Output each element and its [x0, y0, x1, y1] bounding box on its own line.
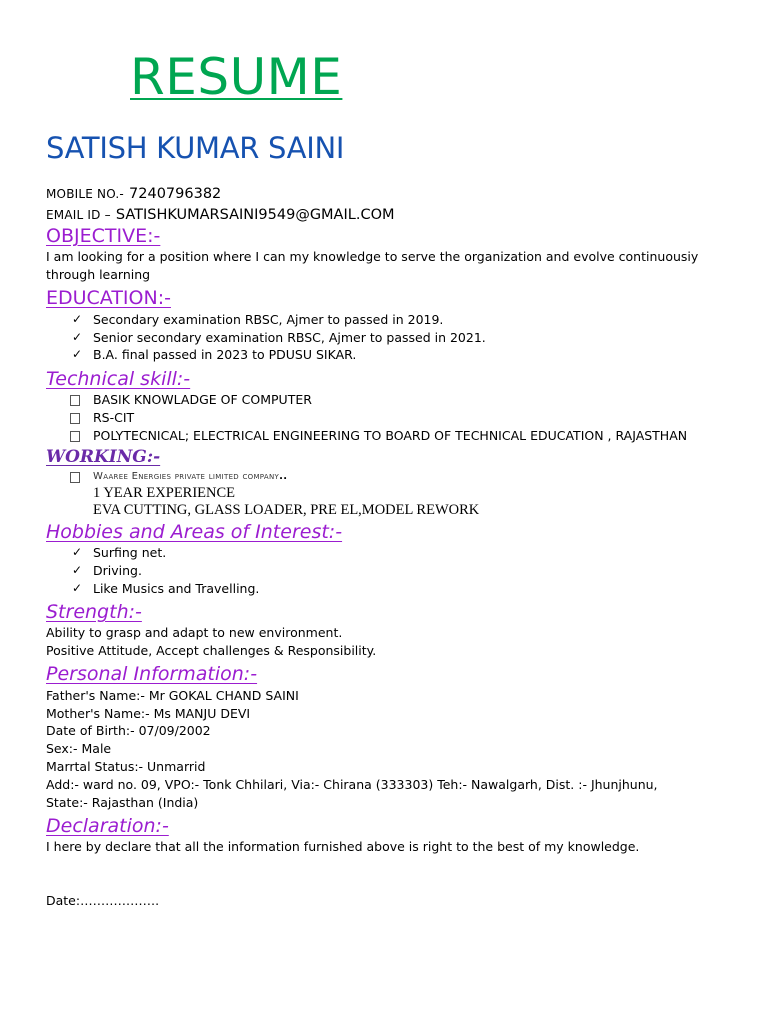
- technical-skill-heading: Technical skill:-: [46, 368, 191, 390]
- address-line-2: State:- Rajasthan (India): [46, 795, 199, 810]
- father-name: Father's Name:- Mr GOKAL CHAND SAINI: [46, 688, 299, 703]
- square-bullet-icon: [70, 472, 80, 483]
- strength-text-line-1: Ability to grasp and adapt to new environment.: [46, 625, 343, 640]
- email-line: [46, 204, 395, 223]
- check-mark-icon: ✓: [72, 312, 83, 326]
- hobbies-heading: Hobbies and Areas of Interest:-: [46, 521, 343, 543]
- email-label: EMAIL ID –: [46, 208, 111, 222]
- education-heading: EDUCATION:-: [46, 287, 171, 309]
- education-item: Secondary examination RBSC, Ajmer to passed in 2019.: [93, 312, 444, 327]
- square-bullet-icon: [70, 413, 80, 424]
- personal-info-heading: Personal Information:-: [46, 663, 258, 685]
- strength-text-line-2: Positive Attitude, Accept challenges & Responsibility.: [46, 643, 377, 658]
- working-heading: WORKING:-: [46, 447, 161, 467]
- mobile-label: MOBILE NO.-: [46, 187, 124, 201]
- education-item: B.A. final passed in 2023 to PDUSU SIKAR.: [93, 347, 357, 362]
- date-of-birth: Date of Birth:- 07/09/2002: [46, 723, 211, 738]
- company-line: [93, 471, 287, 482]
- hobby-item: Like Musics and Travelling.: [93, 581, 260, 596]
- declaration-heading: Declaration:-: [46, 815, 169, 837]
- mobile-number: 7240796382: [129, 186, 222, 202]
- education-item: Senior secondary examination RBSC, Ajmer to passed in 2021.: [93, 330, 486, 345]
- check-mark-icon: ✓: [72, 330, 83, 344]
- candidate-name: SATISH KUMAR SAINI: [46, 131, 345, 165]
- hobby-item: Driving.: [93, 563, 142, 578]
- square-bullet-icon: [70, 395, 80, 406]
- sex: Sex:- Male: [46, 741, 112, 756]
- declaration-date: Date:……………….: [46, 893, 160, 908]
- company-name: Waaree Energies private limited company: [93, 471, 280, 482]
- objective-text-line-2: through learning: [46, 267, 151, 282]
- objective-heading: OBJECTIVE:-: [46, 225, 161, 247]
- email-address: SATISHKUMARSAINI9549@GMAIL.COM: [115, 207, 395, 223]
- square-bullet-icon: [70, 431, 80, 442]
- technical-skill-item: BASIK KNOWLADGE OF COMPUTER: [93, 392, 312, 407]
- objective-text-line-1: I am looking for a position where I can my knowledge to serve the organization and evolve continuousiy: [46, 249, 699, 264]
- resume-title: RESUME: [130, 48, 343, 106]
- check-mark-icon: ✓: [72, 545, 83, 559]
- check-mark-icon: ✓: [72, 347, 83, 361]
- check-mark-icon: ✓: [72, 581, 83, 595]
- declaration-text: I here by declare that all the information furnished above is right to the best of my knowledge.: [46, 839, 640, 854]
- experience-text: 1 YEAR EXPERIENCE: [93, 485, 236, 501]
- company-suffix: ..: [279, 471, 288, 482]
- marital-status: Marrtal Status:- Unmarrid: [46, 759, 206, 774]
- technical-skill-item: RS-CIT: [93, 410, 135, 425]
- strength-heading: Strength:-: [46, 601, 142, 623]
- work-tasks-text: EVA CUTTING, GLASS LOADER, PRE EL,MODEL REWORK: [93, 502, 480, 518]
- address-line-1: Add:- ward no. 09, VPO:- Tonk Chhilari, Via:- Chirana (333303) Teh:- Nawalgarh, Dist. :- Jhunjhunu,: [46, 777, 658, 792]
- hobby-item: Surfing net.: [93, 545, 167, 560]
- mother-name: Mother's Name:- Ms MANJU DEVI: [46, 706, 251, 721]
- mobile-line: [46, 183, 221, 202]
- technical-skill-item: POLYTECNICAL; ELECTRICAL ENGINEERING TO BOARD OF TECHNICAL EDUCATION , RAJASTHAN: [93, 428, 688, 443]
- check-mark-icon: ✓: [72, 563, 83, 577]
